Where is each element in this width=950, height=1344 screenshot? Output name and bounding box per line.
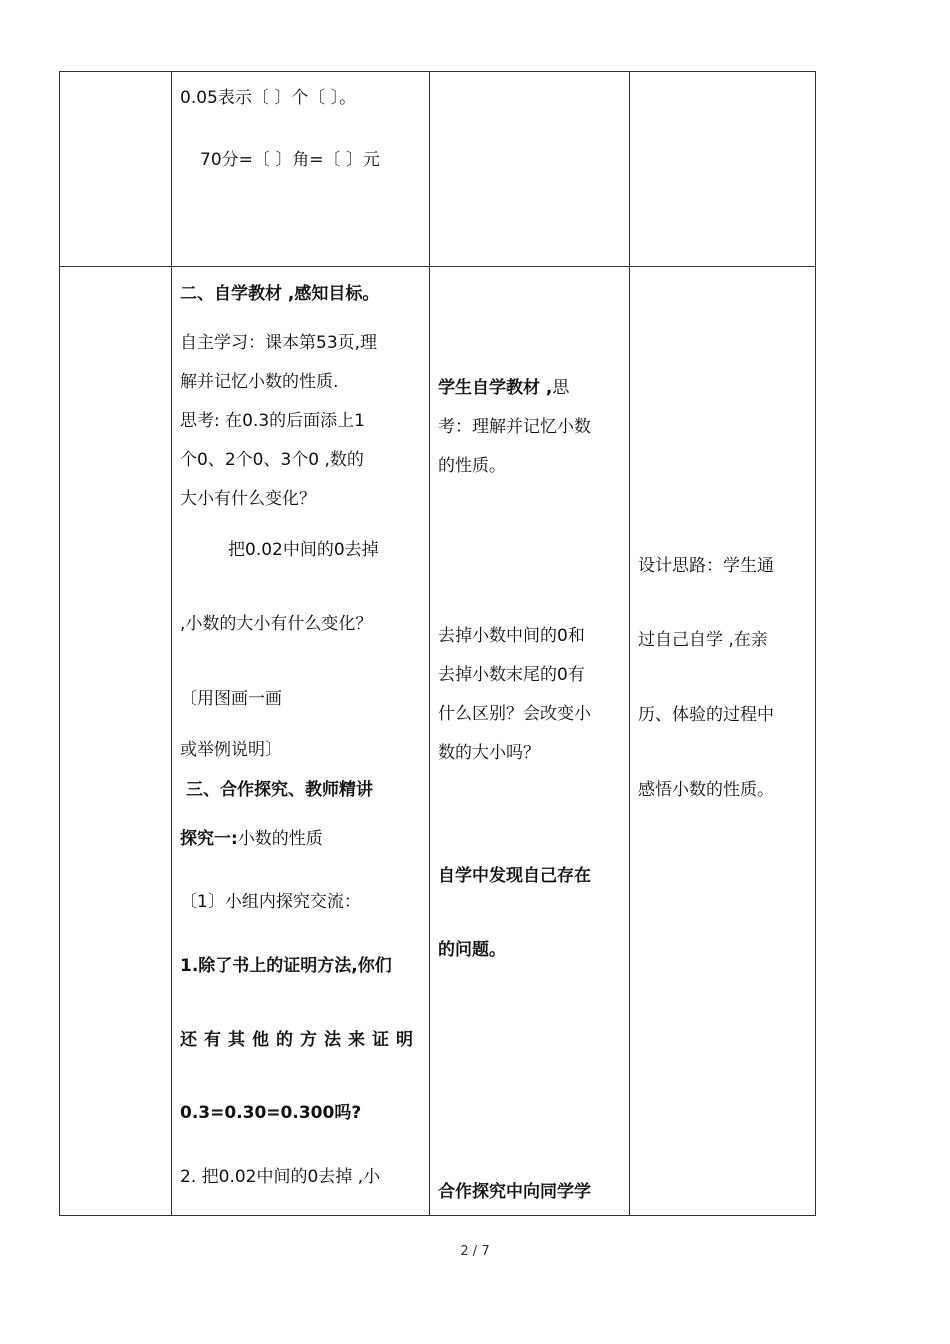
question-1-line: 0.3=0.30=0.300吗?: [180, 1103, 362, 1123]
difference-line: 数的大小吗？: [438, 743, 540, 763]
column-divider-3: [629, 71, 630, 1216]
question-2-line: 2. 把0.02中间的0去掉 ,小: [180, 1167, 381, 1187]
section-heading-2: 二、自学教材 ,感知目标。: [180, 284, 380, 304]
hint-line: 〔用图画一画: [180, 689, 282, 709]
table-top-border: [59, 71, 816, 72]
question-line: 把0.02中间的0去掉: [228, 540, 379, 560]
row-divider: [59, 266, 816, 267]
design-idea-line: 过自己自学 ,在亲: [638, 630, 768, 650]
column-divider-1: [171, 71, 172, 1216]
study-line: 自主学习：课本第53页,理: [180, 333, 378, 353]
design-idea-line: 感悟小数的性质。: [638, 780, 774, 800]
problem-line: 自学中发现自己存在: [438, 866, 591, 886]
study-line: 个0、2个0、3个0 ,数的: [180, 450, 364, 470]
study-line: 解并记忆小数的性质.: [180, 372, 339, 392]
study-line: 大小有什么变化？: [180, 489, 316, 509]
self-study-label: 学生自学教材 ,: [438, 378, 553, 398]
difference-line: 什么区别？会改变小: [438, 704, 591, 724]
self-study-line: 的性质。: [438, 456, 506, 476]
self-study-text: 思: [552, 378, 570, 398]
self-study-line: [438, 378, 569, 398]
table-left-border: [59, 71, 60, 1216]
page-number: 2 / 7: [460, 1244, 490, 1259]
problem-line: 的问题。: [438, 940, 506, 960]
study-line: 思考: 在0.3的后面添上1: [180, 411, 365, 431]
self-study-line: 考：理解并记忆小数: [438, 417, 591, 437]
table-bottom-border: [59, 1215, 816, 1216]
design-idea-line: 历、体验的过程中: [638, 705, 774, 725]
difference-line: 去掉小数末尾的0有: [438, 665, 585, 685]
fill-blank-line-1: 0.05表示〔 〕个〔 〕。: [180, 88, 357, 108]
column-divider-2: [429, 71, 430, 1216]
explore-title-text: 小数的性质: [237, 829, 323, 849]
table-right-border: [815, 71, 816, 1216]
explore-title: [180, 829, 323, 849]
question-1-line: 1.除了书上的证明方法,你们: [180, 956, 392, 976]
section-heading-3: 三、合作探究、教师精讲: [186, 780, 373, 800]
question-line: ,小数的大小有什么变化？: [180, 614, 373, 634]
fill-blank-line-2: 70分=〔 〕角=〔 〕元: [200, 150, 380, 170]
explore-title-label: 探究一:: [180, 829, 238, 849]
question-1-line: 还有其他的方法来证明: [180, 1030, 420, 1050]
group-discussion-line: 〔1〕小组内探究交流：: [180, 892, 361, 912]
hint-line: 或举例说明〕: [180, 740, 282, 760]
design-idea-line: 设计思路：学生通: [638, 556, 774, 576]
cooperation-line: 合作探究中向同学学: [438, 1182, 591, 1202]
difference-line: 去掉小数中间的0和: [438, 626, 585, 646]
